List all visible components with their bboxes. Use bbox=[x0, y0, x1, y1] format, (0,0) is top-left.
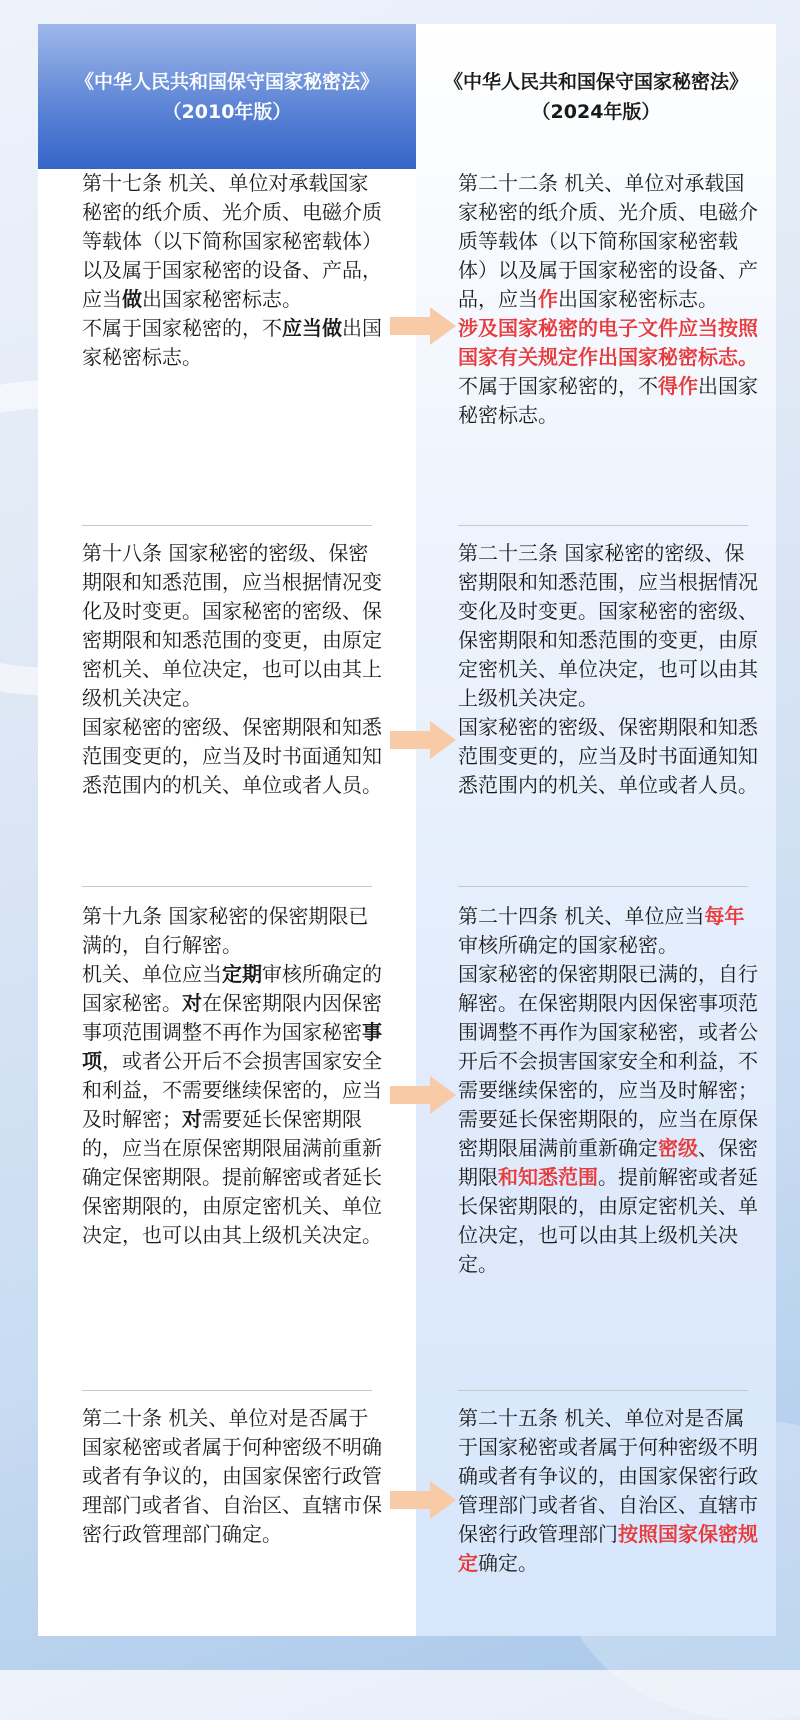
changed-text: 作 bbox=[538, 287, 558, 311]
text: 审核所确定的国家秘密。 bbox=[458, 933, 678, 957]
text: 不属于国家秘密的，不 bbox=[82, 316, 282, 340]
row-divider bbox=[82, 886, 372, 887]
article-24-2024 bbox=[458, 902, 758, 1279]
paragraph bbox=[458, 902, 758, 960]
article-25-2024 bbox=[458, 1404, 758, 1578]
paragraph: 国家秘密的密级、保密期限和知悉范围变更的，应当及时书面通知知悉范围内的机关、单位或者人员。 bbox=[82, 715, 382, 797]
article-18-2010 bbox=[82, 539, 382, 800]
text: 在保密期限内因保密事项范围调整不再作为国家秘密 bbox=[82, 991, 382, 1044]
changed-paragraph: 涉及国家秘密的电子文件应当按照国家有关规定作出国家秘密标志。 bbox=[458, 316, 758, 369]
highlight-text: 做 bbox=[122, 287, 142, 311]
text: 第十七条 机关、单位对承载国家秘密的纸介质、光介质、电磁介质等载体（以下简称国家秘密载体）以及属于国家秘密的设备、产品，应当 bbox=[82, 171, 382, 311]
paragraph: 第十八条 国家秘密的密级、保密期限和知悉范围，应当根据情况变化及时变更。国家秘密的密级、保密期限和知悉范围的变更，由原定密机关、单位决定，也可以由其上级机关决定。 bbox=[82, 541, 382, 710]
row-divider bbox=[458, 1390, 748, 1391]
paragraph bbox=[458, 1404, 758, 1578]
changed-text: 得作 bbox=[658, 374, 698, 398]
changed-text: 和知悉范围 bbox=[498, 1165, 598, 1189]
text: 出国家秘密标志。 bbox=[558, 287, 718, 311]
paragraph: 第十九条 国家秘密的保密期限已满的，自行解密。 bbox=[82, 904, 369, 957]
highlight-text: 事项 bbox=[82, 1020, 382, 1073]
changed-text: 每年 bbox=[704, 904, 745, 928]
header-2024-title: 《中华人民共和国保守国家秘密法》 bbox=[443, 70, 748, 93]
paragraph bbox=[458, 960, 758, 1279]
header-2010-title: 《中华人民共和国保守国家秘密法》 bbox=[74, 70, 379, 93]
article-20-2010 bbox=[82, 1404, 382, 1549]
header-2024 bbox=[416, 24, 776, 169]
arrow-right-icon bbox=[390, 1481, 456, 1519]
paragraph: 第二十三条 国家秘密的密级、保密期限和知悉范围，应当根据情况变化及时变更。国家秘密的密级、保密期限和知悉范围的变更，由原定密机关、单位决定，也可以由其上级机关决定。 bbox=[458, 541, 758, 710]
text: 确定。 bbox=[478, 1551, 538, 1575]
article-22-2024 bbox=[458, 169, 758, 430]
header-2024-edition: （2024年版） bbox=[531, 100, 661, 123]
paragraph bbox=[458, 372, 758, 430]
paragraph bbox=[82, 960, 382, 1250]
text: ，或者公开后不会损害国家安全和利益，不需要继续保密的，应当及时解密； bbox=[82, 1049, 382, 1131]
text: 出国家秘密标志。 bbox=[458, 374, 758, 427]
text: 审核所确定的国家秘密。 bbox=[82, 962, 382, 1015]
text: 。提前解密或者延长保密期限的，由原定密机关、单位决定，也可以由其上级机关决定。 bbox=[458, 1165, 758, 1276]
text: 出国家秘密标志。 bbox=[142, 287, 302, 311]
text: 机关、单位应当 bbox=[82, 962, 222, 986]
row-divider bbox=[82, 1390, 372, 1391]
changed-text: 密级 bbox=[658, 1136, 698, 1160]
highlight-text: 定期 bbox=[222, 962, 262, 986]
arrow-right-icon bbox=[390, 721, 456, 759]
text: 国家秘密的保密期限已满的，自行解密。在保密期限内因保密事项范围调整不再作为国家秘密，或者公开后不会损害国家安全和利益，不需要继续保密的，应当及时解密；需要延长保密期限的，应当在原保密期限届满前重新确定 bbox=[458, 962, 758, 1160]
paragraph bbox=[82, 314, 382, 372]
article-17-2010 bbox=[82, 169, 382, 372]
row-divider bbox=[458, 525, 748, 526]
highlight-text: 对 bbox=[182, 991, 202, 1015]
row-divider bbox=[458, 886, 748, 887]
text: 第二十五条 机关、单位对是否属于国家秘密或者属于何种密级不明确或者有争议的，由国家保密行政管理部门或者省、自治区、直辖市保密行政管理部门 bbox=[458, 1406, 758, 1546]
header-2010 bbox=[38, 24, 416, 169]
header-2010-edition: （2010年版） bbox=[162, 100, 292, 123]
highlight-text: 应当做 bbox=[282, 316, 342, 340]
arrow-right-icon bbox=[390, 1076, 456, 1114]
changed-text: 按照国家保密规定 bbox=[458, 1522, 758, 1575]
text: 不属于国家秘密的，不 bbox=[458, 374, 658, 398]
text: 需要延长保密期限的，应当在原保密期限届满前重新确定保密期限。提前解密或者延长保密期限的，由原定密机关、单位决定，也可以由其上级机关决定。 bbox=[82, 1107, 382, 1247]
paragraph bbox=[82, 169, 382, 314]
text: 出国家秘密标志。 bbox=[82, 316, 382, 369]
highlight-text: 对 bbox=[182, 1107, 202, 1131]
row-divider bbox=[82, 525, 372, 526]
paragraph: 国家秘密的密级、保密期限和知悉范围变更的，应当及时书面通知知悉范围内的机关、单位或者人员。 bbox=[458, 715, 758, 797]
arrow-right-icon bbox=[390, 307, 456, 345]
article-23-2024 bbox=[458, 539, 758, 800]
text: 第二十四条 机关、单位应当 bbox=[458, 904, 705, 928]
article-19-2010 bbox=[82, 902, 382, 1250]
text: 、保密期限 bbox=[458, 1136, 758, 1189]
paragraph: 第二十条 机关、单位对是否属于国家秘密或者属于何种密级不明确或者有争议的，由国家保密行政管理部门或者省、自治区、直辖市保密行政管理部门确定。 bbox=[82, 1406, 382, 1546]
comparison-card bbox=[38, 24, 776, 1636]
paragraph bbox=[458, 169, 758, 314]
text: 第二十二条 机关、单位对承载国家秘密的纸介质、光介质、电磁介质等载体（以下简称国家秘密载体）以及属于国家秘密的设备、产品，应当 bbox=[458, 171, 758, 311]
